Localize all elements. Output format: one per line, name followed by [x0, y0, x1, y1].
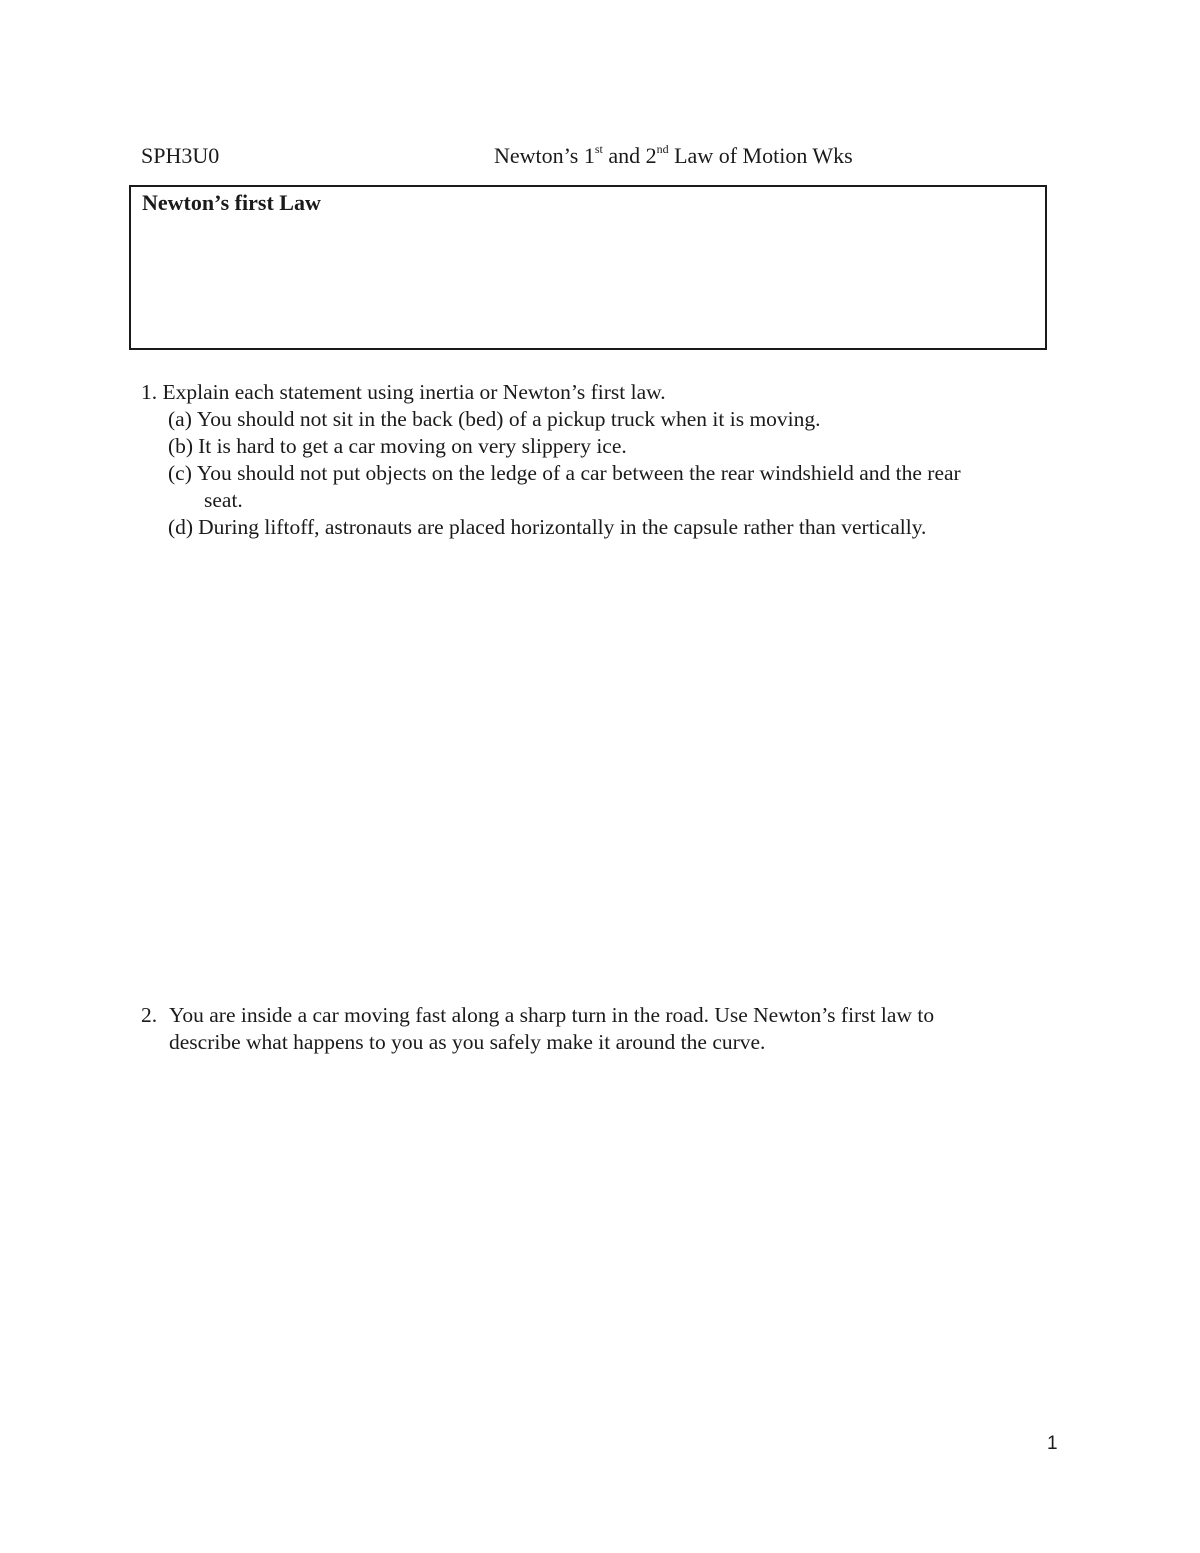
- title-part-1: Newton’s 1: [494, 143, 595, 168]
- title-superscript-1: st: [594, 141, 603, 156]
- item-c-text: You should not put objects on the ledge of a car between the rear windshield and the rear: [196, 461, 961, 485]
- newtons-first-law-box: [129, 185, 1047, 350]
- title-part-2: and 2: [602, 143, 657, 168]
- title-superscript-2: nd: [656, 141, 669, 156]
- item-b-letter: (b): [168, 434, 194, 458]
- course-code: SPH3U0: [141, 143, 220, 168]
- item-a-text: You should not sit in the back (bed) of a pickup truck when it is moving.: [196, 407, 821, 431]
- question-2-line-2: describe what happens to you as you safely make it around the curve.: [169, 1030, 766, 1054]
- item-b-text: It is hard to get a car moving on very slippery ice.: [198, 434, 627, 458]
- question-2-number: 2.: [141, 1003, 158, 1027]
- question-1-item-b: [168, 433, 627, 460]
- question-1-stem: 1. Explain each statement using inertia or Newton’s first law.: [141, 380, 666, 404]
- page-number: 1: [1047, 1433, 1058, 1454]
- item-d-text: During liftoff, astronauts are placed horizontally in the capsule rather than vertically.: [198, 515, 927, 539]
- item-d-letter: (d): [168, 515, 194, 539]
- question-1-item-c: [168, 460, 961, 487]
- title-part-3: Law of Motion Wks: [668, 143, 853, 168]
- question-1-item-d: [168, 514, 926, 541]
- question-1-item-a: [168, 406, 821, 433]
- law-box-title: Newton’s first Law: [142, 190, 321, 215]
- worksheet-title: [494, 143, 853, 169]
- item-a-letter: (a): [168, 407, 192, 431]
- question-2-line-1: You are inside a car moving fast along a sharp turn in the road. Use Newton’s first law to: [169, 1003, 935, 1027]
- item-c-letter: (c): [168, 461, 192, 485]
- item-c-continuation: seat.: [204, 488, 243, 512]
